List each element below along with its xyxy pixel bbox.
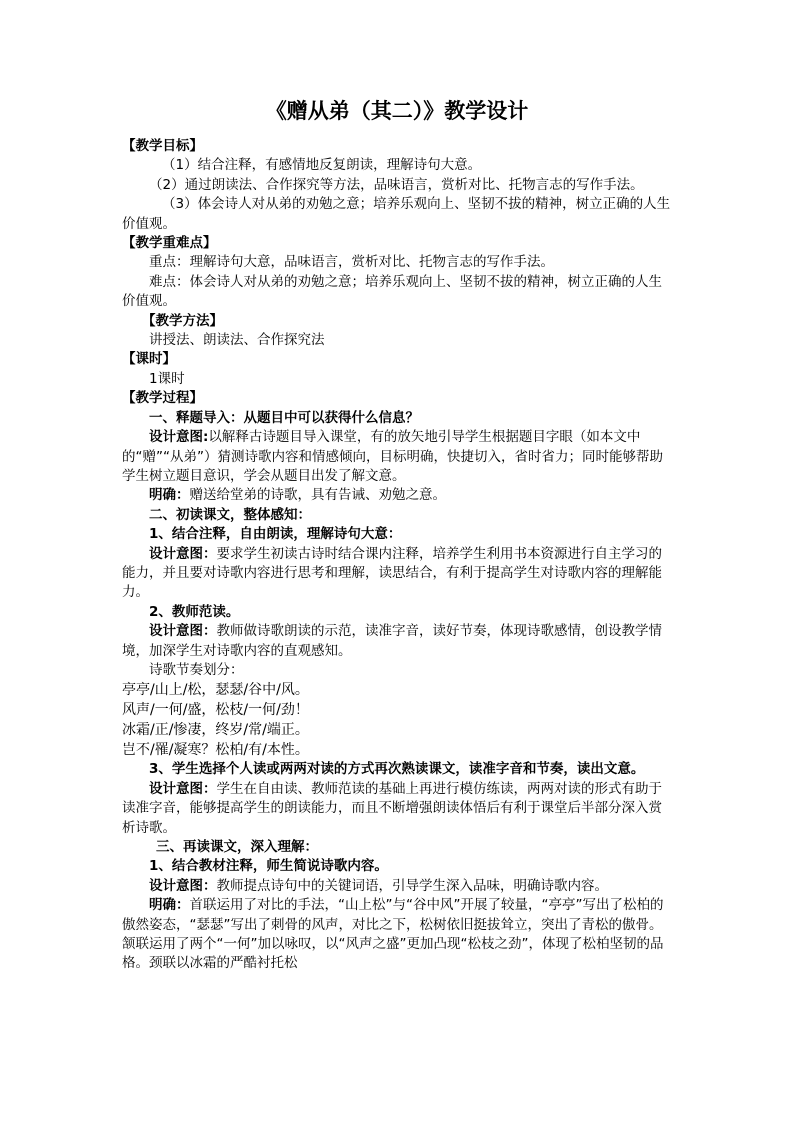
goal-item-2: （2）通过朗读法、合作探究等方法，品味语言，赏析对比、托物言志的写作手法。 (149, 176, 644, 193)
step-3-1-clarify (122, 896, 674, 974)
poem-line-1: 亭亭/山上/松，瑟瑟/谷中/风。 (122, 682, 309, 699)
intent-text: 教师做诗歌朗读的示范，读准字音，读好节奏，体现诗歌感情，创设教学情境，加深学生对诗歌内容的直观感知。 (122, 623, 662, 659)
poem-line-2: 风声/一何/盛，松枝/一何/劲！ (122, 702, 309, 719)
section-heading-period: 【课时】 (122, 351, 176, 368)
methods-text: 讲授法、朗读法、合作探究法 (149, 332, 325, 349)
clarify-label: 明确： (149, 487, 190, 504)
intent-text: 以解释古诗题目导入课堂，有的放矢地引导学生根据题目字眼（如本文中的“赠”“从弟”）猜测诗歌内容和情感倾向，目标明确，快捷切入，省时省力；同时能够帮助学生树立题目意识，学会从题目出发了解文意。 (122, 429, 663, 484)
clarify-text: 赠送给堂弟的诗歌，具有告诫、劝勉之意。 (189, 487, 446, 504)
step-1-title: 一、释题导入：从题目中可以获得什么信息？ (149, 409, 419, 426)
step-1-clarify (122, 486, 674, 505)
page-title: 《赠从弟（其二）》教学设计 (265, 98, 529, 123)
step-3-1-title: 1、结合教材注释，师生简说诗歌内容。 (149, 858, 388, 875)
step-1-intent (122, 428, 674, 486)
section-heading-process: 【教学过程】 (122, 390, 203, 407)
key-point-difficulty: 难点：体会诗人对从弟的劝勉之意；培养乐观向上、坚韧不拔的精神，树立正确的人生价值观。 (122, 273, 662, 310)
step-2-1-intent (122, 545, 674, 603)
rhythm-label: 诗歌节奏划分： (149, 661, 244, 678)
document-body (122, 137, 674, 974)
goal-item-3: （3）体会诗人对从弟的劝勉之意；培养乐观向上、坚韧不拔的精神，树立正确的人生价值观。 (122, 196, 671, 232)
poem-line-3: 冰霜/正/惨凄，终岁/常/端正。 (122, 722, 309, 739)
section-heading-key-points: 【教学重难点】 (122, 235, 217, 252)
step-3-1-intent (122, 877, 674, 896)
step-2-2-title: 2、教师范读。 (149, 603, 240, 620)
intent-label: 设计意图: (149, 429, 209, 446)
period-text: 1课时 (149, 370, 185, 387)
step-2-2-intent (122, 622, 674, 661)
intent-text: 教师提点诗句中的关键词语，引导学生深入品味，明确诗歌内容。 (216, 877, 608, 894)
step-2-1-title: 1、结合注释，自由朗读，理解诗句大意： (149, 526, 402, 543)
key-point-focus: 重点：理解诗句大意，品味语言，赏析对比、托物言志的写作手法。 (149, 254, 554, 271)
poem-line-4: 岂不/罹/凝寒？松柏/有/本性。 (122, 742, 309, 759)
intent-label: 设计意图： (149, 780, 217, 797)
clarify-text: 首联运用了对比的手法，“山上松”与“谷中风”开展了较量，“亭亭”写出了松柏的傲然姿态，“瑟瑟”写出了刺骨的风声，对比之下，松树依旧挺拔耸立，突出了青松的傲骨。颔联运用了两个“一何”加以咏叹，以“风声之盛”更加凸现“松枝之劲”，体现了松柏坚韧的品格。颈联以冰霜的严酷衬托松 (122, 897, 664, 972)
intent-label: 设计意图： (149, 545, 217, 562)
step-2-title: 二、初读课文，整体感知： (149, 506, 311, 523)
goal-item-1: （1）结合注释，有感情地反复朗读，理解诗句大意。 (162, 157, 482, 174)
step-3-title: 三、再读课文，深入理解： (156, 839, 318, 855)
step-2-3-title: 3、学生选择个人读或两两对读的方式再次熟读课文，读准字音和节奏，读出文意。 (149, 761, 645, 778)
section-heading-goals: 【教学目标】 (122, 138, 203, 154)
intent-label: 设计意图： (149, 877, 217, 894)
intent-text: 要求学生初读古诗时结合课内注释，培养学生利用书本资源进行自主学习的能力，并且要对诗歌内容进行思考和理解，读思结合，有利于提高学生对诗歌内容的理解能力。 (122, 545, 662, 601)
intent-text: 学生在自由读、教师范读的基础上再进行模仿练读，两两对读的形式有助于读准字音，能够提高学生的朗读能力，而且不断增强朗读体悟后有利于课堂后半部分深入赏析诗歌。 (122, 780, 662, 836)
clarify-label: 明确： (149, 897, 190, 914)
section-heading-methods: 【教学方法】 (142, 312, 223, 329)
intent-label: 设计意图： (149, 623, 217, 640)
step-2-3-intent (122, 780, 674, 838)
